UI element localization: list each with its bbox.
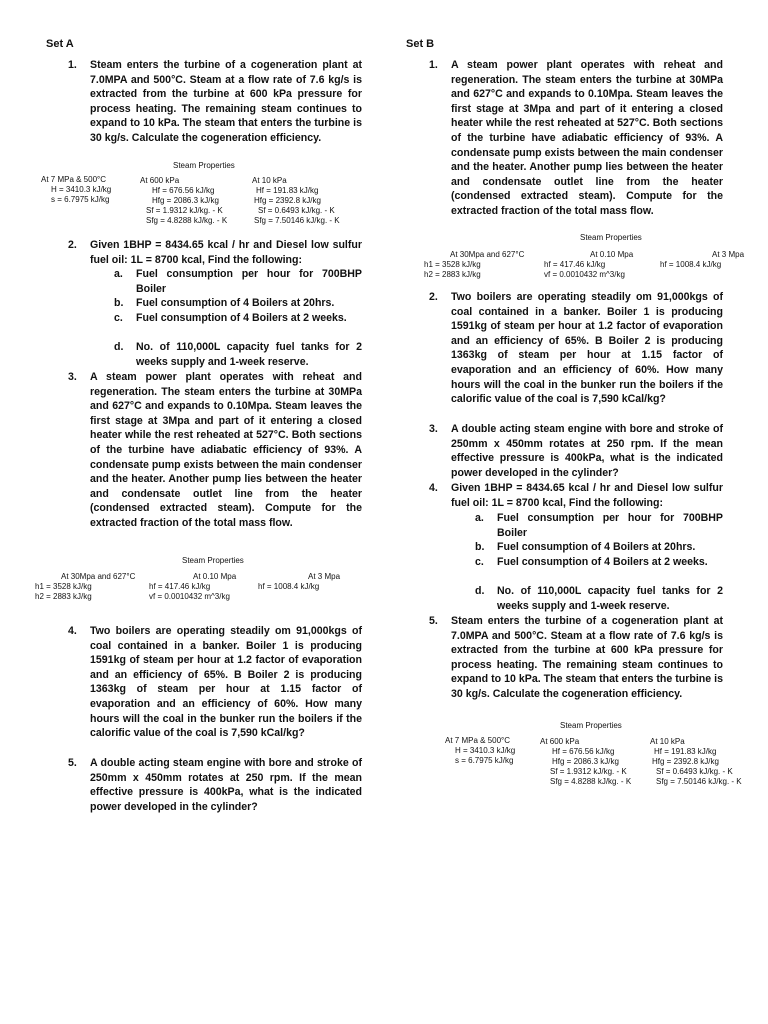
set-b-q4-item-d: d. No. of 110,000L capacity fuel tanks for 2 weeks supply and 1-week reserve. [475, 585, 723, 612]
set-a-question-4: 4. Two boilers are operating steadily om 91,000kgs of coal contained in a banker. Boiler 1 is producing 1591kg of steam per hour at 1.2 factor of evaporation and an efficiency of 65%. B Boiler 2 is producing 1363kg of steam per hour at 1.15 factor of evaporation and an efficiency of 60%. How many hours will the coal in the bunker run the boilers if the calorific value of the coal is 7,590 kCal/kg? [68, 625, 362, 740]
set-a-q2-item-d: d. No. of 110,000L capacity fuel tanks for 2 weeks supply and 1-week reserve. [114, 341, 362, 368]
props-col-2: At 0.10 Mpa hf = 417.46 kJ/kg vf = 0.0010432 m^3/kg [149, 572, 237, 601]
set-a-question-3: 3. A steam power plant operates with reheat and regeneration. The steam enters the turbine at 30MPa and 627°C and expands to 0.10Mpa. Steam leaves the first stage at 3Mpa and part of it entering a closed heater while the rest reheated at 527°C. Both sections of the turbine have adiabatic efficiency of 93%. A condensate pump exists between the main condenser and the heater. Another pump lies between the heater and condensate outlet line from the heater (condensed extracted steam). Compute for the extracted fraction of the total mass flow. [68, 371, 362, 529]
set-a-question-2: 2. Given 1BHP = 8434.65 kcal / hr and Diesel low sulfur fuel oil: 1L = 8700 kcal, Find the following: [68, 239, 362, 266]
set-a-q2-item-c: c. Fuel consumption of 4 Boilers at 2 weeks. [114, 312, 347, 324]
props-col-3: At 10 kPa Hf = 191.83 kJ/kg Hfg = 2392.8 kJ/kg Sf = 0.6493 kJ/kg. - K Sfg = 7.50146 kJ/kg. - K [252, 176, 340, 225]
steam-properties-title: Steam Properties [173, 161, 235, 170]
set-a-title: Set A [46, 38, 74, 50]
props-col-2: At 0.10 Mpa hf = 417.46 kJ/kg vf = 0.0010432 m^3/kg [544, 250, 634, 279]
steam-properties-title: Steam Properties [560, 721, 622, 730]
props-col-2: At 600 kPa Hf = 676.56 kJ/kg Hfg = 2086.3 kJ/kg Sf = 1.9312 kJ/kg. - K Sfg = 4.8288 kJ/kg. - K [140, 176, 228, 225]
props-col-3: At 10 kPa Hf = 191.83 kJ/kg Hfg = 2392.8 kJ/kg Sf = 0.6493 kJ/kg. - K Sfg = 7.50146 kJ/kg. - K [650, 737, 742, 786]
set-a-question-1: 1. Steam enters the turbine of a cogeneration plant at 7.0MPA and 500°C. Steam at a flow rate of 7.6 kg/s is extracted from the turbine at 600 kPa pressure for process heating. The remaining steam continues to expand to 10 kPa. The steam that enters the turbine is 30 kg/s. Calculate the cogeneration efficiency. [68, 59, 362, 144]
steam-properties-title: Steam Properties [182, 556, 244, 565]
set-b-title: Set B [406, 38, 435, 50]
props-col-1: At 7 MPa & 500°C H = 3410.3 kJ/kg s = 6.7975 kJ/kg [41, 175, 112, 204]
set-b-q4-item-c: c. Fuel consumption of 4 Boilers at 2 weeks. [475, 556, 708, 568]
set-b-question-4: 4. Given 1BHP = 8434.65 kcal / hr and Diesel low sulfur fuel oil: 1L = 8700 kcal, Find the following: [429, 482, 723, 509]
steam-properties-title: Steam Properties [580, 233, 642, 242]
set-a-question-5: 5. A double acting steam engine with bore and stroke of 250mm x 450mm rotates at 250 rpm. If the mean effective pressure is 400kPa, what is the indicated power developed in the cylinder? [68, 757, 362, 813]
props-col-1: At 30Mpa and 627°C h1 = 3528 kJ/kg h2 = 2883 kJ/kg [424, 250, 525, 279]
props-col-1: At 7 MPa & 500°C H = 3410.3 kJ/kg s = 6.7975 kJ/kg [445, 736, 516, 765]
set-a-q2-item-b: b. Fuel consumption of 4 Boilers at 20hrs. [114, 297, 335, 309]
props-col-1: At 30Mpa and 627°C h1 = 3528 kJ/kg h2 = 2883 kJ/kg [35, 572, 136, 601]
set-b-q4-item-b: b. Fuel consumption of 4 Boilers at 20hrs. [475, 541, 696, 553]
set-b-q4-item-a: a. Fuel consumption per hour for 700BHP Boiler [475, 512, 723, 539]
set-b-question-3: 3. A double acting steam engine with bore and stroke of 250mm x 450mm rotates at 250 rpm. If the mean effective pressure is 400kPa, what is the indicated power developed in the cylinder? [429, 423, 723, 479]
set-b-question-2: 2. Two boilers are operating steadily om 91,000kgs of coal contained in a banker. Boiler 1 is producing 1591kg of steam per hour at 1.2 factor of evaporation and an efficiency of 65%. B Boiler 2 is producing 1363kg of steam per hour at 1.15 factor of evaporation and an efficiency of 60%. How many hours will the coal in the bunker run the boilers if the calorific value of the coal is 7,590 kCal/kg? [429, 291, 723, 406]
props-col-3: At 3 Mpa hf = 1008.4 kJ/kg [258, 572, 341, 591]
props-col-2: At 600 kPa Hf = 676.56 kJ/kg Hfg = 2086.3 kJ/kg Sf = 1.9312 kJ/kg. - K Sfg = 4.8288 kJ/kg. - K [540, 737, 632, 786]
set-b-question-1: 1. A steam power plant operates with reheat and regeneration. The steam enters the turbine at 30MPa and 627°C and expands to 0.10Mpa. Steam leaves the first stage at 3Mpa and part of it entering a closed heater while the rest reheated at 527°C. Both sections of the turbine have adiabatic efficiency of 93%. A condensate pump exists between the main condenser and the heater. Another pump lies between the heater and condensate outlet line from the heater (condensed extracted steam). Compute for the extracted fraction of the total mass flow. [429, 59, 723, 217]
set-b-question-5: 5. Steam enters the turbine of a cogeneration plant at 7.0MPA and 500°C. Steam at a flow rate of 7.6 kg/s is extracted from the turbine at 600 kPa pressure for process heating. The remaining steam continues to expand to 10 kPa. The steam that enters the turbine is 30 kg/s. Calculate the cogeneration efficiency. [429, 615, 723, 700]
set-a-q2-item-a: a. Fuel consumption per hour for 700BHP Boiler [114, 268, 362, 295]
props-col-3: At 3 Mpa hf = 1008.4 kJ/kg [660, 250, 745, 269]
